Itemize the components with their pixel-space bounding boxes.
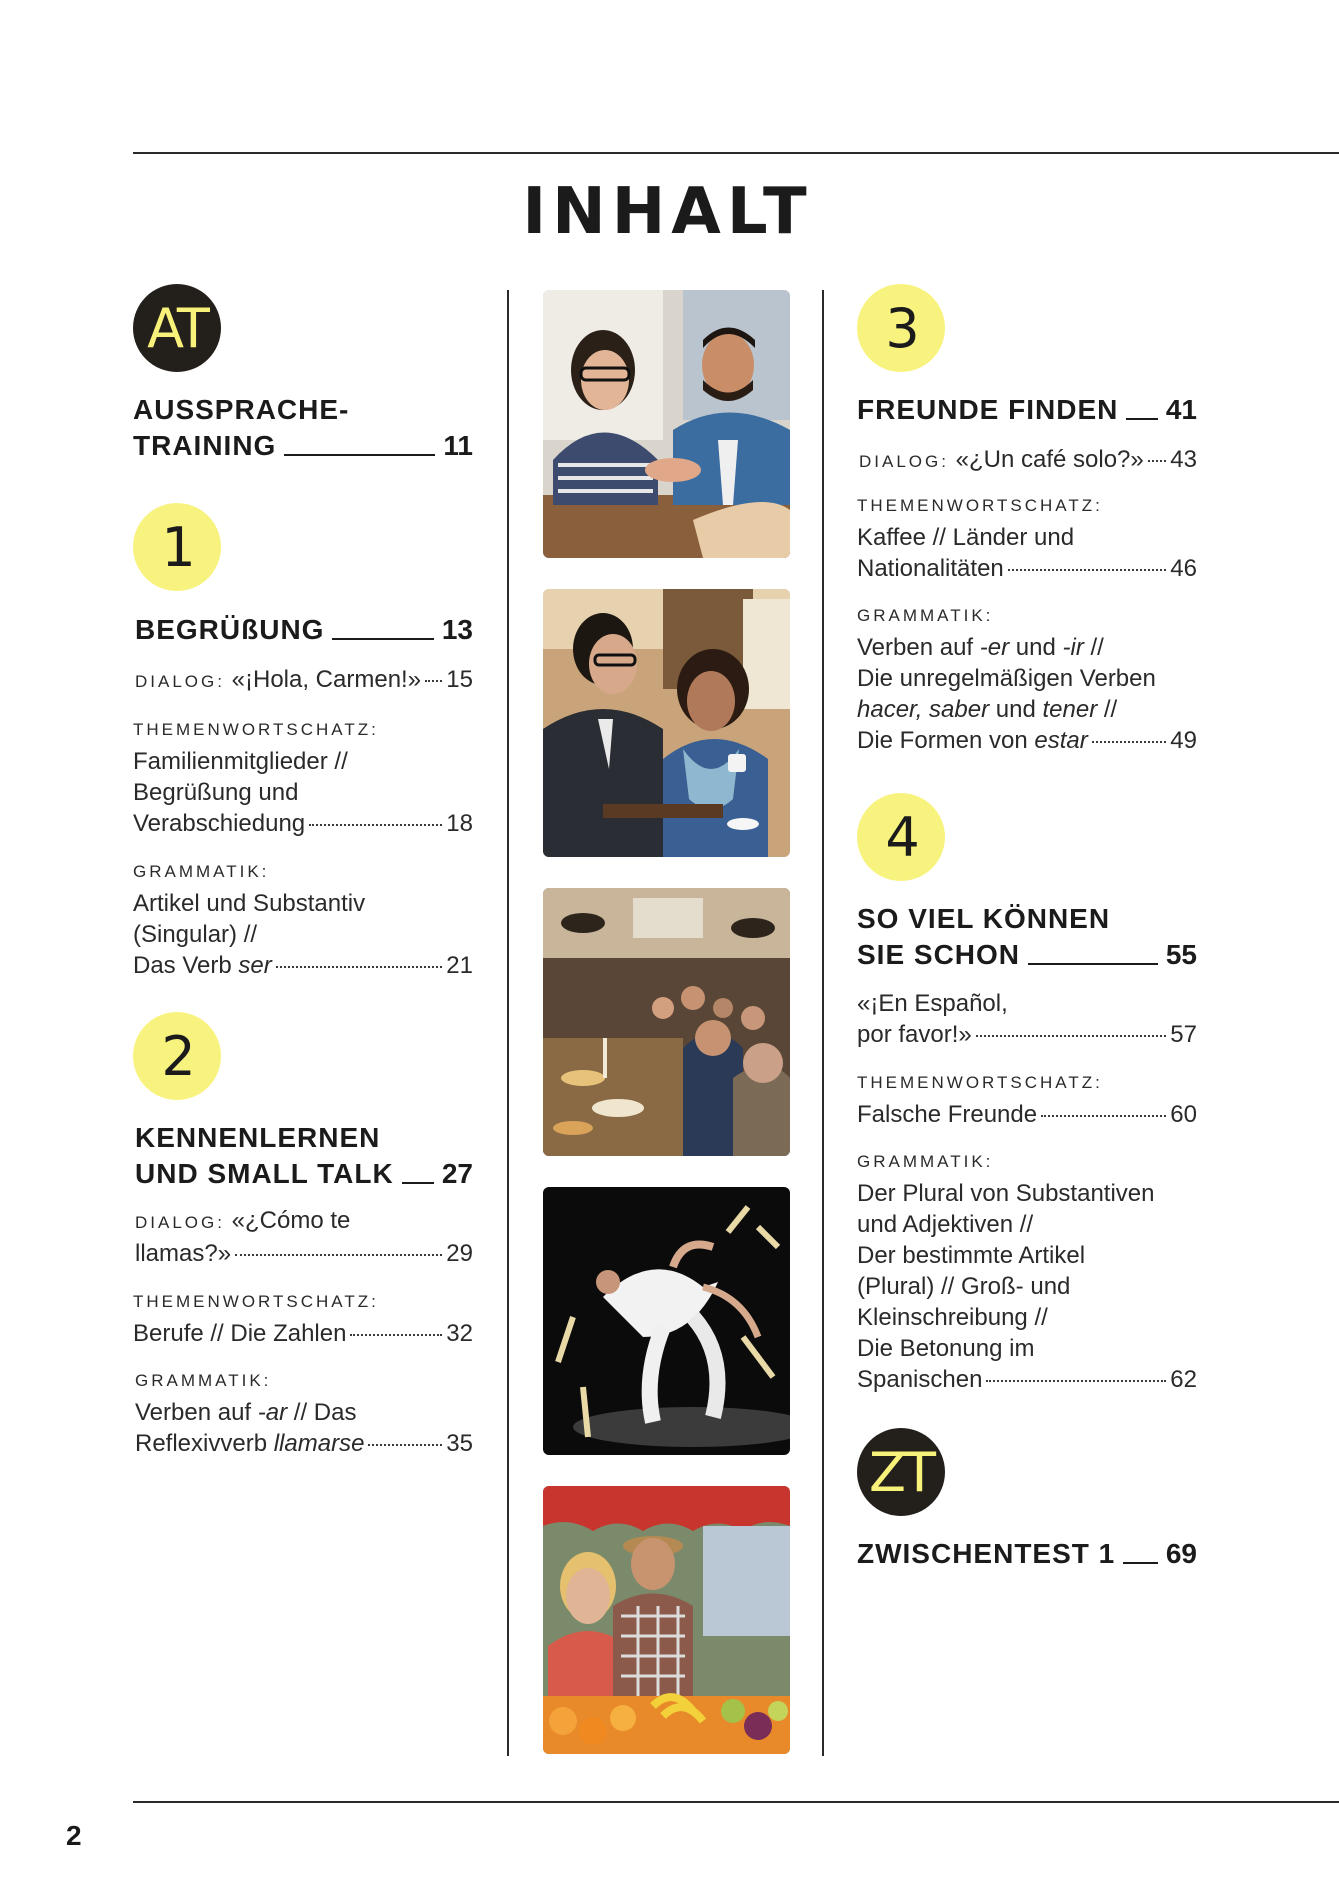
- top-rule: [133, 152, 1339, 154]
- chapter-title-4[interactable]: SO VIEL KÖNNEN SIE SCHON 55: [857, 903, 1197, 970]
- page-title: INHALT: [522, 175, 813, 249]
- chapter-title-2[interactable]: KENNENLERNEN UND SMALL TALK 27: [135, 1122, 473, 1189]
- entry-vocab-3[interactable]: THEMENWORTSCHATZ: Kaffee // Länder und Nationalitäten 46: [857, 496, 1197, 582]
- entry-grammar-1[interactable]: GRAMMATIK: Artikel und Substantiv (Singular) // Das Verb ser 21: [133, 862, 473, 979]
- bottom-rule: [133, 1801, 1339, 1803]
- photo-tapas-bar: [543, 888, 790, 1156]
- badge-chapter-3: 3: [857, 284, 945, 372]
- chapter-title-3[interactable]: FREUNDE FINDEN 41: [857, 394, 1197, 425]
- entry-intro-4[interactable]: «¡En Español, por favor!» 57: [857, 990, 1197, 1048]
- photo-market: [543, 1486, 790, 1754]
- entry-grammar-4[interactable]: GRAMMATIK: Der Plural von Substantiven und Adjektiven // Der bestimmte Artikel (Plural) // Groß- und Kleinschreibung // Die Betonung im Spanischen 62: [857, 1152, 1197, 1393]
- chapter-title-zt[interactable]: ZWISCHENTEST 1 69: [857, 1538, 1197, 1569]
- badge-chapter-2: 2: [133, 1012, 221, 1100]
- badge-zt: ZT: [857, 1428, 945, 1516]
- entry-vocab-2[interactable]: THEMENWORTSCHATZ: Berufe // Die Zahlen 32: [133, 1292, 473, 1347]
- column-divider-left: [507, 290, 509, 1756]
- entry-dialog-1[interactable]: DIALOG: «¡Hola, Carmen!» 15: [135, 666, 473, 693]
- entry-dialog-3[interactable]: DIALOG: «¿Un café solo?» 43: [859, 446, 1197, 473]
- photo-juggler: [543, 1187, 790, 1455]
- entry-dialog-2[interactable]: DIALOG: «¿Cómo te llamas?» 29: [135, 1207, 473, 1267]
- entry-grammar-2[interactable]: GRAMMATIK: Verben auf -ar // Das Reflexivverb llamarse 35: [135, 1371, 473, 1457]
- badge-chapter-4: 4: [857, 793, 945, 881]
- entry-vocab-1[interactable]: THEMENWORTSCHATZ: Familienmitglieder // Begrüßung und Verabschiedung 18: [133, 720, 473, 837]
- entry-grammar-3[interactable]: GRAMMATIK: Verben auf -er und -ir // Die unregelmäßigen Verben hacer, saber und tener // Die Formen von estar 49: [857, 606, 1197, 754]
- photo-handshake: [543, 290, 790, 558]
- photo-cafe-conversation: [543, 589, 790, 857]
- badge-at: AT: [133, 284, 221, 372]
- chapter-title-at[interactable]: AUSSPRACHE- TRAINING 11: [133, 394, 473, 461]
- badge-chapter-1: 1: [133, 503, 221, 591]
- chapter-title-1[interactable]: BEGRÜßUNG 13: [135, 614, 473, 645]
- column-divider-right: [822, 290, 824, 1756]
- entry-vocab-4[interactable]: THEMENWORTSCHATZ: Falsche Freunde 60: [857, 1073, 1197, 1128]
- page-number: 2: [66, 1820, 82, 1851]
